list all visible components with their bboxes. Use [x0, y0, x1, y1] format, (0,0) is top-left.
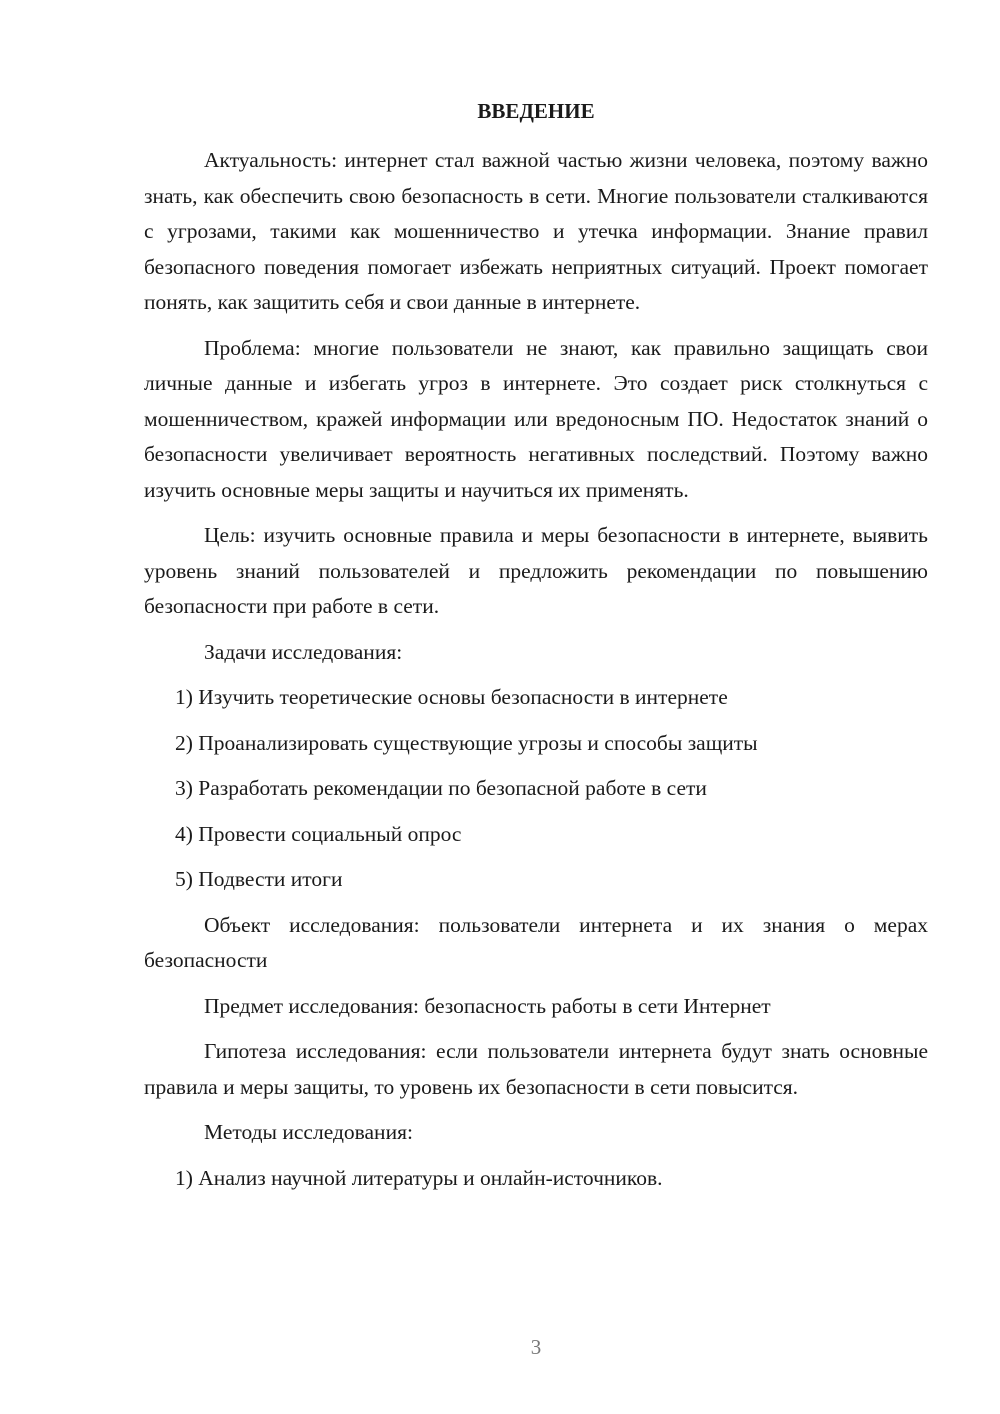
subject-paragraph: Предмет исследования: безопасность работы в сети Интернет	[204, 993, 771, 1018]
methods-heading: Методы исследования:	[204, 1120, 413, 1144]
document-page	[144, 0, 928, 1414]
tasks-heading: Задачи исследования:	[204, 639, 403, 664]
task-item-5: 5) Подвести итоги	[175, 867, 343, 891]
problem-paragraph: Проблема: многие пользователи не знают, как правильно защищать свои личные данные и избегать угроз в интернете. Это создает риск столкнуться с мошенничеством, кражей информации или вредоносным ПО. Недостаток знаний о безопасности увеличивает вероятность негативных последствий. Поэтому важно изучить основные меры защиты и научиться их применять.	[144, 335, 928, 502]
page-number: 3	[530, 1335, 542, 1359]
page-title: ВВЕДЕНИЕ	[477, 99, 595, 123]
object-paragraph: Объект исследования: пользователи интернета и их знания о мерах безопасности	[144, 912, 928, 972]
task-item-4: 4) Провести социальный опрос	[175, 821, 462, 846]
document-body	[144, 143, 928, 1206]
relevance-paragraph: Актуальность: интернет стал важной частью жизни человека, поэтому важно знать, как обеспечить свою безопасность в сети. Многие пользователи сталкиваются с угрозами, такими как мошенничество и утечка информации. Знание правил безопасного поведения помогает избежать неприятных ситуаций. Проект помогает понять, как защитить себя и свои данные в интернете.	[144, 148, 928, 314]
task-item-3: 3) Разработать рекомендации по безопасной работе в сети	[175, 776, 707, 800]
method-item-1: 1) Анализ научной литературы и онлайн-источников.	[175, 1165, 663, 1190]
task-item-2: 2) Проанализировать существующие угрозы и способы защиты	[175, 730, 758, 755]
goal-paragraph: Цель: изучить основные правила и меры безопасности в интернете, выявить уровень знаний пользователей и предложить рекомендации по повышению безопасности при работе в сети.	[144, 523, 928, 618]
task-item-1: 1) Изучить теоретические основы безопасности в интернете	[175, 685, 728, 709]
hypothesis-paragraph: Гипотеза исследования: если пользователи интернета будут знать основные правила и меры защиты, то уровень их безопасности в сети повысится.	[144, 1039, 928, 1099]
